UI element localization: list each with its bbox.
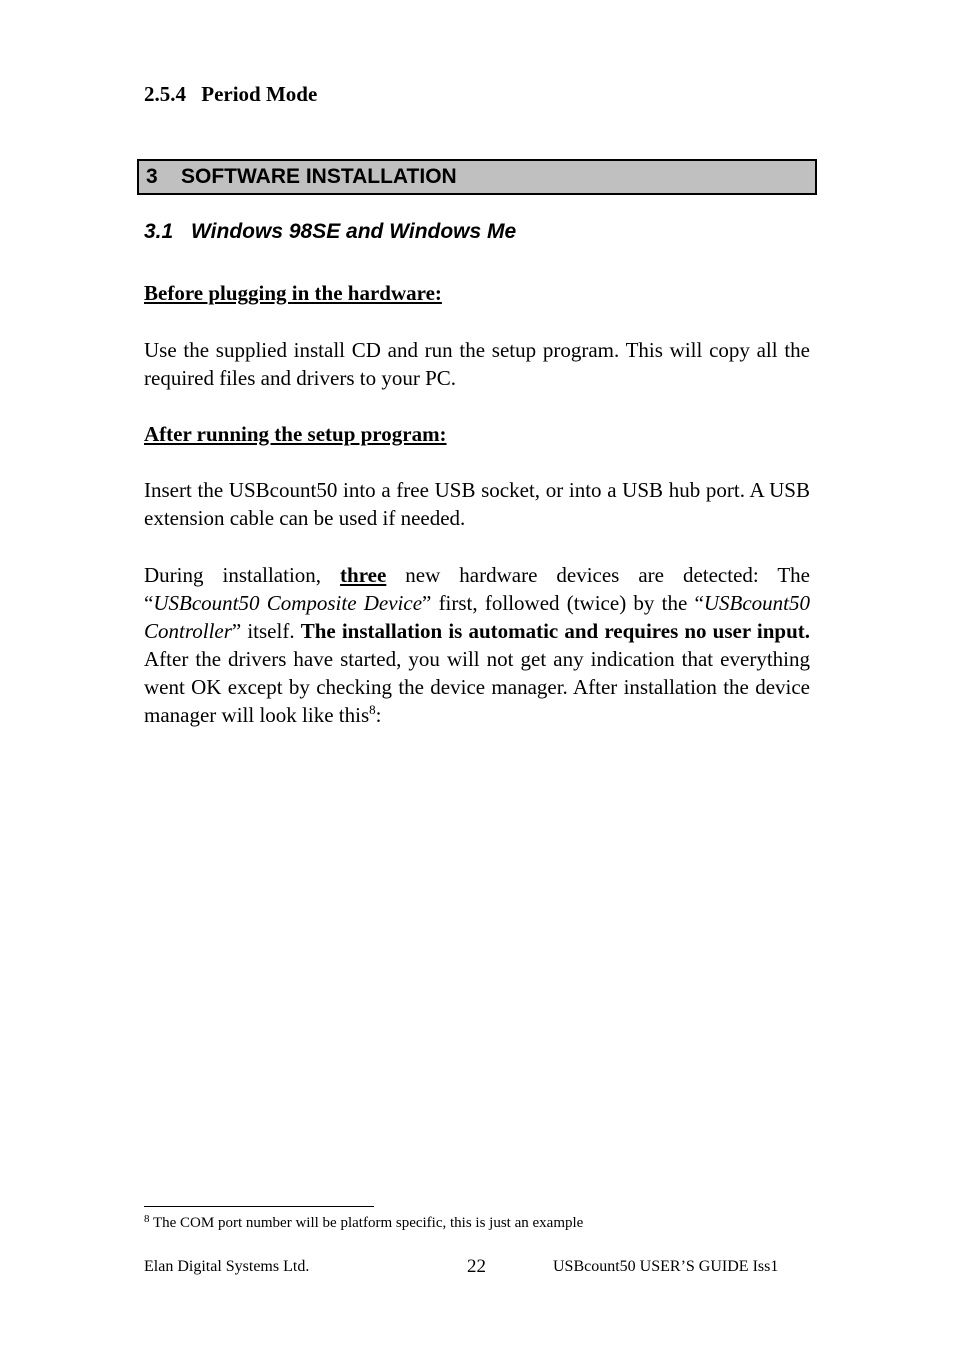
chapter-title: SOFTWARE INSTALLATION [181, 165, 457, 188]
footer-page-number: 22 [467, 1256, 486, 1277]
para3-text-2: new hardware devices are detected: The “ [144, 563, 810, 615]
para3-text-3: ” first, followed (twice) by the “ [422, 591, 704, 615]
para3-text-5: After the drivers have started, you will not get any indication that everything went OK except by checking the device manager. After installation the device manager will look like this [144, 647, 810, 727]
footnote [144, 1215, 583, 1232]
paragraph-insert: Insert the USBcount50 into a free USB socket, or into a USB hub port. A USB extension cable can be used if needed. [144, 478, 810, 530]
para3-text-4: ” itself. [231, 619, 301, 643]
footnote-reference: 8 [369, 702, 376, 717]
chapter-number: 3 [146, 165, 158, 188]
para3-bold-automatic: The installation is automatic and requires no user input. [300, 619, 811, 643]
subsection-title: Period Mode [201, 82, 318, 106]
footer-guide-title: USBcount50 USER’S GUIDE Iss1 [553, 1258, 779, 1275]
para3-text-1: During installation, [144, 563, 341, 587]
subsection-heading [144, 82, 317, 107]
chapter-heading-box [137, 159, 817, 195]
para3-bold-three: three [340, 563, 387, 587]
section-number: 3.1 [144, 220, 174, 243]
para3-italic-controller: USBcount50 Controller [144, 591, 810, 643]
section-title: Windows 98SE and Windows Me [191, 220, 517, 243]
para3-text-6: : [375, 703, 382, 727]
footer-company: Elan Digital Systems Ltd. [144, 1258, 310, 1275]
section-heading [144, 220, 516, 244]
footnote-number: 8 [144, 1213, 150, 1225]
paragraph-installation [144, 561, 810, 729]
footnote-divider [144, 1206, 374, 1207]
before-plugging-heading: Before plugging in the hardware: [144, 281, 442, 305]
paragraph-setup: Use the supplied install CD and run the setup program. This will copy all the required files and drivers to your PC. [144, 338, 810, 390]
para3-italic-composite: USBcount50 Composite Device [153, 591, 423, 615]
subsection-number: 2.5.4 [144, 82, 186, 106]
footnote-text: The COM port number will be platform specific, this is just an example [152, 1215, 584, 1231]
after-running-heading: After running the setup program: [144, 422, 447, 446]
